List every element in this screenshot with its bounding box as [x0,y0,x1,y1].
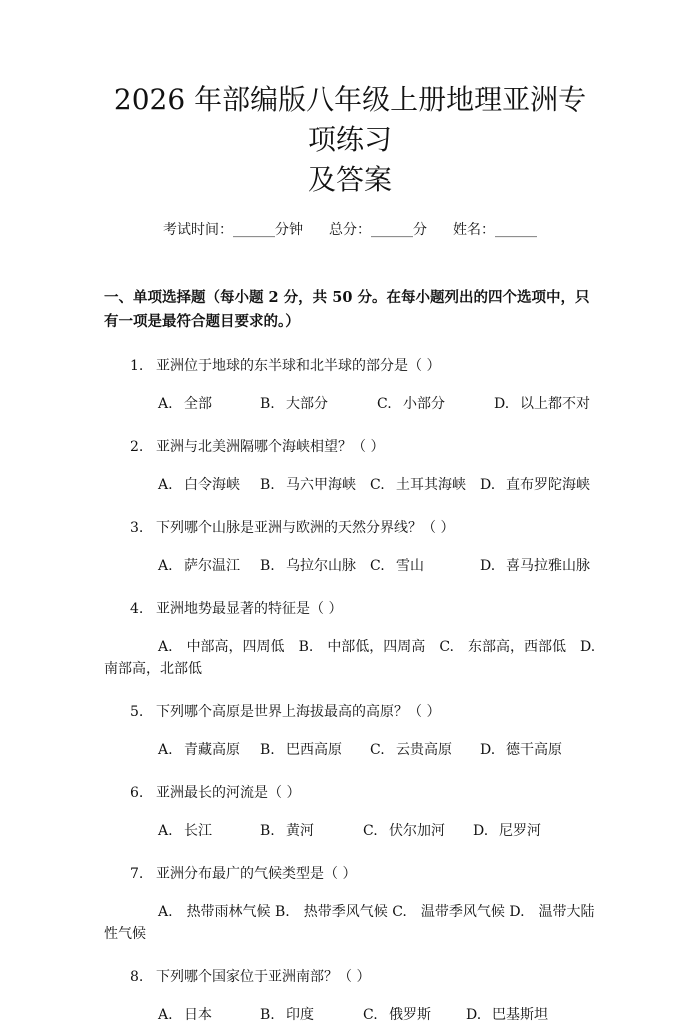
question-2 [104,437,596,496]
student-name: 姓名：______ [453,222,537,238]
option-b: B. 黄河 [260,823,314,839]
question-text: 下列哪个高原是世界上海拔最高的高原？（ ） [156,704,441,720]
option-c: C. 俄罗斯 [363,1007,431,1023]
option-a: A. 中部高，四周低 [158,639,285,655]
option-a: A. 日本 [158,1007,212,1023]
question-number: 4. [130,601,144,617]
options [104,393,596,415]
option-c: C. 东部高，西部低 [439,639,566,655]
option-d: D. 温带大陆性气候 [104,904,595,942]
option-a: A. 白令海峡 [158,477,240,493]
option-a: A. 热带雨林气候 [158,904,271,920]
options [104,901,596,945]
option-c: C. 雪山 [370,558,424,574]
option-c: C. 云贵高原 [370,742,452,758]
option-c: C. 温带季风气候 [392,904,505,920]
option-b: B. 大部分 [260,396,328,412]
option-b: B. 乌拉尔山脉 [260,558,356,574]
option-b: B. 马六甲海峡 [260,477,356,493]
total-score: 总分：______分 [329,222,427,238]
option-b: B. 印度 [260,1007,314,1023]
options [104,820,596,842]
question-6 [104,783,596,842]
options [104,1004,596,1026]
question-text: 下列哪个国家位于亚洲南部？（ ） [156,969,371,985]
option-a: A. 萨尔温江 [158,558,240,574]
exam-time: 考试时间：______分钟 [163,222,303,238]
question-number: 1. [130,358,144,374]
option-c: C. 土耳其海峡 [370,477,466,493]
option-d: D. 巴基斯坦 [466,1007,548,1023]
options [104,474,596,496]
question-1 [104,356,596,415]
document-title [104,0,596,200]
options [104,636,596,680]
question-number: 2. [130,439,144,455]
option-c: C. 小部分 [377,396,445,412]
question-text: 亚洲地势最显著的特征是（ ） [156,601,343,617]
option-d: D. 德干高原 [480,742,562,758]
question-number: 5. [130,704,144,720]
option-b: B. 热带季风气候 [275,904,388,920]
question-3 [104,518,596,577]
option-a: A. 全部 [158,396,212,412]
title-line-2: 及答案 [307,163,392,196]
option-d: D. 喜马拉雅山脉 [480,558,590,574]
question-number: 6. [130,785,144,801]
option-b: B. 巴西高原 [260,742,342,758]
option-d: D. 直布罗陀海峡 [480,477,590,493]
option-a: A. 长江 [158,823,212,839]
question-number: 3. [130,520,144,536]
option-d: D. 以上都不对 [494,396,590,412]
option-b: B. 中部低，四周高 [298,639,426,655]
question-text: 下列哪个山脉是亚洲与欧洲的天然分界线？（ ） [156,520,455,536]
question-number: 7. [130,866,144,882]
option-c: C. 伏尔加河 [363,823,445,839]
question-text: 亚洲与北美洲隔哪个海峡相望？（ ） [156,439,385,455]
title-line-1: 2026 年部编版八年级上册地理亚洲专项练习 [113,83,587,156]
question-number: 8. [130,969,144,985]
option-d: D. 南部高，北部低 [104,639,596,677]
question-text: 亚洲分布最广的气候类型是（ ） [156,866,357,882]
option-a: A. 青藏高原 [158,742,240,758]
question-4 [104,599,596,680]
options [104,555,596,577]
question-text: 亚洲最长的河流是（ ） [156,785,301,801]
question-8 [104,967,596,1026]
exam-info [104,220,596,240]
options [104,739,596,761]
question-text: 亚洲位于地球的东半球和北半球的部分是（ ） [156,358,441,374]
option-d: D. 尼罗河 [473,823,541,839]
section-title: 一、单项选择题（每小题 2 分，共 50 分。在每小题列出的四个选项中，只有一项是最符合题目要求的。） [104,289,590,330]
question-5 [104,702,596,761]
